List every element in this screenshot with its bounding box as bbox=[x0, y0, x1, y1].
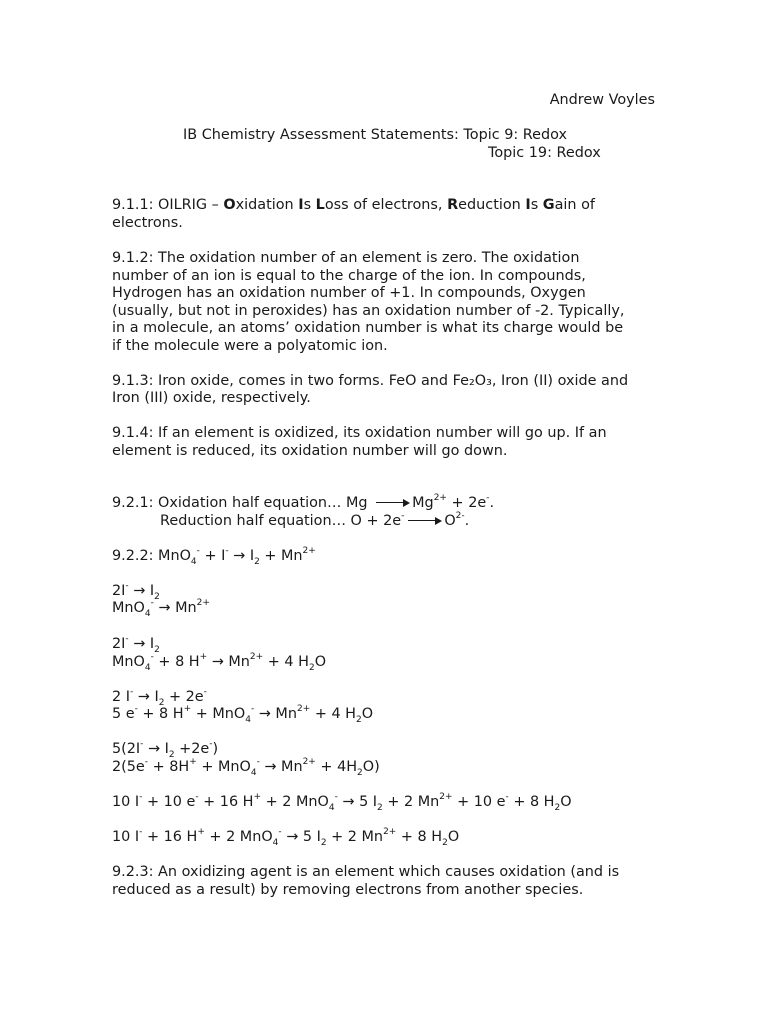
mnemonic-letter: I bbox=[298, 197, 304, 213]
mnemonic-letter: O bbox=[223, 197, 236, 213]
statement-text: oss of electrons, bbox=[324, 197, 448, 213]
mnemonic-letter: I bbox=[525, 197, 531, 213]
oxidation-half-equation bbox=[112, 494, 494, 512]
equation-line: $5(2I^- \to I_2 +2e^-)$ bbox=[112, 739, 219, 760]
equation-line: $MnO_4^- \to Mn^{2+}$ bbox=[112, 598, 210, 619]
equation-text: . bbox=[464, 513, 470, 529]
statement-9-1-4-line: element is reduced, its oxidation number will go down. bbox=[112, 443, 508, 459]
charge-superscript: - bbox=[401, 511, 405, 522]
document-title: IB Chemistry Assessment Statements: Topic 9: Redox bbox=[183, 127, 567, 143]
document-subtitle: Topic 19: Redox bbox=[488, 145, 601, 161]
equation-line: $2(5e^- + 8H^+ + MnO_4^- \to Mn^{2+} + 4H_2O)$ bbox=[112, 757, 380, 778]
statement-9-1-2-line: Hydrogen has an oxidation number of +1. In compounds, Oxygen bbox=[112, 285, 586, 301]
statement-text: xidation bbox=[235, 197, 299, 213]
statement-9-1-2-line: if the molecule were a polyatomic ion. bbox=[112, 338, 388, 354]
equation-text: O bbox=[444, 513, 456, 529]
charge-superscript: 2+ bbox=[433, 493, 447, 504]
statement-9-1-1 bbox=[112, 196, 595, 214]
statement-text: 9.2.2: bbox=[112, 548, 159, 564]
statement-9-1-2-line: 9.1.2: The oxidation number of an element is zero. The oxidation bbox=[112, 250, 580, 266]
equation-text: + 2e bbox=[446, 495, 487, 511]
statement-9-1-3-line: Iron (III) oxide, respectively. bbox=[112, 390, 311, 406]
mnemonic-letter: L bbox=[315, 197, 325, 213]
statement-text: 9.1.1: OILRIG – bbox=[112, 197, 224, 213]
equation-text: . bbox=[489, 495, 495, 511]
statement-text: s bbox=[530, 197, 543, 213]
statement-text: ain of bbox=[554, 197, 595, 213]
statement-9-1-1-line2: electrons. bbox=[112, 215, 183, 231]
mnemonic-letter: G bbox=[542, 197, 555, 213]
statement-9-2-3-line: 9.2.3: An oxidizing agent is an element which causes oxidation (and is bbox=[112, 864, 620, 880]
charge-superscript: 2- bbox=[455, 511, 465, 522]
reaction-arrow-icon bbox=[408, 516, 442, 526]
equation-line: 10 I- + 10 e- + 16 H+ + 2 MnO$_4$- → 5 $I_2 + 2$ $Mn^{2+} + 10$ e- + 8 $H_2O$ bbox=[112, 792, 572, 813]
equation-text: 9.2.1: Oxidation half equation… Mg bbox=[112, 495, 373, 511]
statement-9-2-2: 9.2.2: $MnO_4^- + I^- \to I_2 + Mn^{2+}$ bbox=[112, 546, 316, 567]
statement-9-1-2-line: in a molecule, an atoms’ oxidation number is what its charge would be bbox=[112, 320, 624, 336]
equation-line: 2 $I^- \to I_2 + 2e^-$ bbox=[112, 687, 207, 708]
charge-superscript: - bbox=[486, 493, 490, 504]
equation-text: Reduction half equation… O + 2e bbox=[160, 513, 402, 529]
equation-line: 5 e- + 8 $H^+ + MnO_4^- \to Mn^{2+} + 4$ $H_2O$ bbox=[112, 704, 374, 725]
author-name: Andrew Voyles bbox=[549, 92, 655, 108]
statement-9-2-3-line: reduced as a result) by removing electrons from another species. bbox=[112, 882, 584, 898]
statement-text: eduction bbox=[458, 197, 526, 213]
statement-9-1-2-line: number of an ion is equal to the charge of the ion. In compounds, bbox=[112, 268, 586, 284]
equation-line: MnO$_4$- + 8 $H^+ \to Mn^{2+} + 4$ $H_2O$ bbox=[112, 652, 327, 673]
statement-9-1-4-line: 9.1.4: If an element is oxidized, its oxidation number will go up. If an bbox=[112, 425, 607, 441]
reaction-arrow-icon bbox=[376, 498, 410, 508]
statement-9-1-2-line: (usually, but not in peroxides) has an oxidation number of -2. Typically, bbox=[112, 303, 625, 319]
equation-line: $2I^- \to I_2$ bbox=[112, 634, 160, 655]
reduction-half-equation bbox=[160, 512, 469, 530]
mnemonic-letter: R bbox=[447, 197, 459, 213]
statement-text: s bbox=[303, 197, 316, 213]
equation-line: 10 I- + 16 H+ + 2 MnO$_4$- → 5 $I_2 + 2$ $Mn^{2+} + 8$ $H_2O$ bbox=[112, 827, 460, 848]
equation-text: Mg bbox=[412, 495, 434, 511]
equation-line: $2I^- \to I_2$ bbox=[112, 581, 160, 602]
statement-9-1-3-line: 9.1.3: Iron oxide, comes in two forms. FeO and Fe₂O₃, Iron (II) oxide and bbox=[112, 373, 629, 389]
